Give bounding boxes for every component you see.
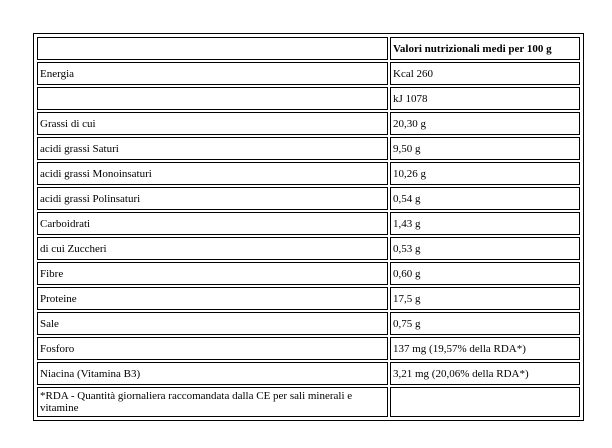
- nutrient-value-cell: 0,53 g: [390, 237, 580, 260]
- nutrient-name-cell: Niacina (Vitamina B3): [37, 362, 388, 385]
- nutrition-table-body: [37, 37, 580, 417]
- table-row: [37, 187, 580, 210]
- nutrient-value-cell: 10,26 g: [390, 162, 580, 185]
- table-row: [37, 237, 580, 260]
- nutrient-value-cell: 20,30 g: [390, 112, 580, 135]
- nutrient-name-cell: acidi grassi Monoinsaturi: [37, 162, 388, 185]
- table-row: [37, 262, 580, 285]
- table-row: [37, 162, 580, 185]
- nutrient-value-cell: 0,54 g: [390, 187, 580, 210]
- nutrient-name-cell: Energia: [37, 62, 388, 85]
- table-row: [37, 362, 580, 385]
- nutrient-value-cell: 137 mg (19,57% della RDA*): [390, 337, 580, 360]
- table-row: [37, 62, 580, 85]
- nutrient-name-cell: acidi grassi Saturi: [37, 137, 388, 160]
- nutrition-table: [35, 35, 582, 419]
- nutrient-value-cell: 0,60 g: [390, 262, 580, 285]
- nutrient-name-cell: Proteine: [37, 287, 388, 310]
- header-cell-values: Valori nutrizionali medi per 100 g: [390, 37, 580, 60]
- table-row: [37, 312, 580, 335]
- nutrient-value-cell: [390, 387, 580, 417]
- nutrient-name-cell: Fosforo: [37, 337, 388, 360]
- nutrient-name-cell: di cui Zuccheri: [37, 237, 388, 260]
- nutrient-name-cell: *RDA - Quantità giornaliera raccomandata dalla CE per sali minerali e vitamine: [37, 387, 388, 417]
- nutrient-value-cell: 3,21 mg (20,06% della RDA*): [390, 362, 580, 385]
- table-row: [37, 337, 580, 360]
- nutrient-value-cell: 9,50 g: [390, 137, 580, 160]
- table-row: [37, 387, 580, 417]
- nutrient-name-cell: [37, 87, 388, 110]
- nutrient-value-cell: 17,5 g: [390, 287, 580, 310]
- nutrition-table-frame: [33, 33, 584, 421]
- nutrient-value-cell: Kcal 260: [390, 62, 580, 85]
- header-cell-label: [37, 37, 388, 60]
- table-header-row: [37, 37, 580, 60]
- nutrient-value-cell: kJ 1078: [390, 87, 580, 110]
- nutrient-value-cell: 0,75 g: [390, 312, 580, 335]
- nutrient-name-cell: Fibre: [37, 262, 388, 285]
- table-row: [37, 112, 580, 135]
- table-row: [37, 87, 580, 110]
- nutrient-name-cell: Carboidrati: [37, 212, 388, 235]
- table-row: [37, 287, 580, 310]
- nutrient-name-cell: Sale: [37, 312, 388, 335]
- nutrient-name-cell: Grassi di cui: [37, 112, 388, 135]
- table-row: [37, 137, 580, 160]
- table-row: [37, 212, 580, 235]
- nutrient-value-cell: 1,43 g: [390, 212, 580, 235]
- nutrient-name-cell: acidi grassi Polinsaturi: [37, 187, 388, 210]
